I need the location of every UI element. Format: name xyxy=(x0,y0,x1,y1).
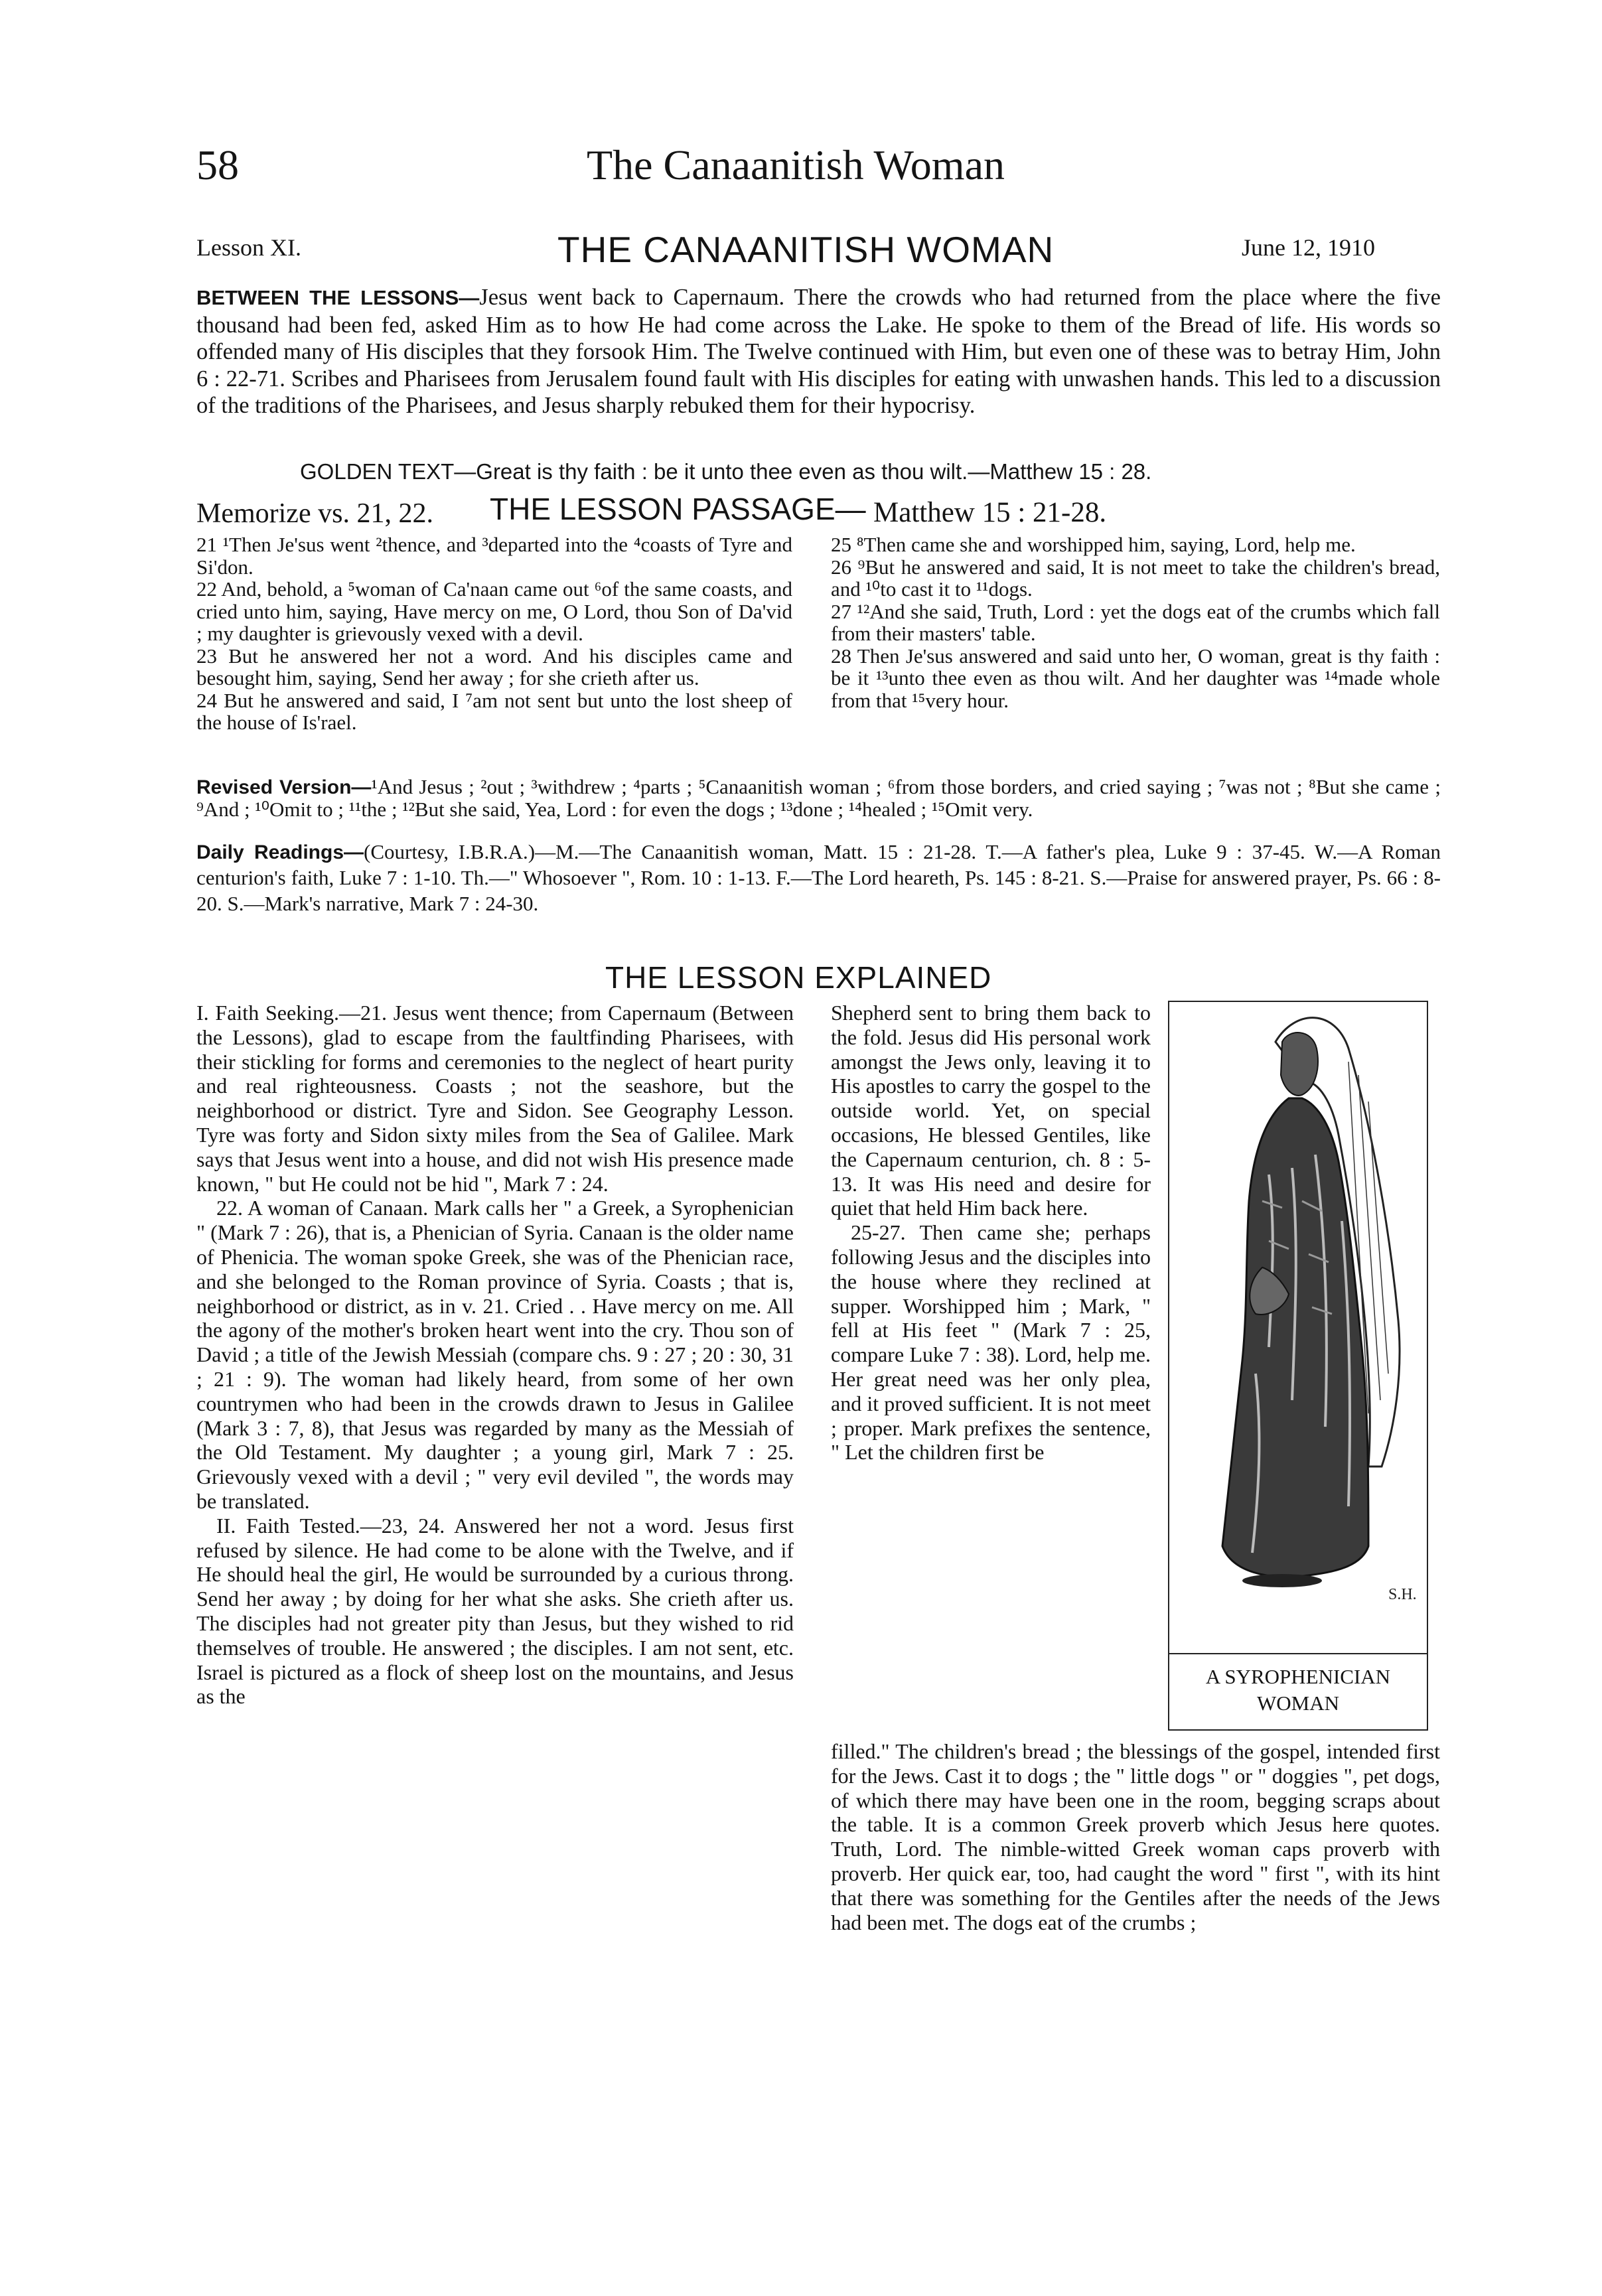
passage-left-column xyxy=(196,534,792,734)
passage-right-column xyxy=(831,534,1440,711)
verse-26: 26 ⁹But he answered and said, It is not meet to take the children's bread, and ¹⁰to cast it to ¹¹dogs. xyxy=(831,555,1440,601)
syrophenician-woman-illustration xyxy=(1169,1002,1426,1652)
lesson-explained-heading: THE LESSON EXPLAINED xyxy=(605,960,992,995)
daily-label: Daily Readings— xyxy=(196,841,364,863)
page-number: 58 xyxy=(196,141,239,188)
revised-text: ¹And Jesus ; ²out ; ³withdrew ; ⁴parts ; ⁵Canaanitish woman ; ⁶from those borders, and cried saying ; ⁷was not ; ⁸But she came ; ⁹And ; ¹⁰Omit to ; ¹¹the ; ¹²But she said, Yea, Lord : for even the dogs ; ¹³done ; ¹⁴healed ; ¹⁵Omit very. xyxy=(196,775,1441,821)
between-text: Jesus went back to Capernaum. There the crowds who had returned from the place where the five thousand had been fed, asked Him as to how He had come across the Lake. He spoke to them of the Bread of life. His words so offended many of His disciples that they forsook Him. The Twelve continued with Him, but even one of these was to betray Him, John 6 : 22-71. Scribes and Pharisees from Jerusalem found fault with His disciples for eating with unwashen hands. This led to a discussion of the traditions of the Pharisees, and Jesus sharply rebuked them for their hypocrisy. xyxy=(196,285,1441,418)
commentary-faith-seeking: I. Faith Seeking.—21. Jesus went thence; from Capernaum (Between the Lessons), glad to escape from the faultfinding Pharisees, with their stickling for forms and ceremonies to the neglect of heart purity and real righteousness. Coasts ; not the seashore, but the neighborhood or district. Tyre and Sidon. See Geography Lesson. Tyre was forty and Sidon sixty miles from the Sea of Galilee. Mark says that Jesus went into a house, and did not wish His presence made known, " but He could not be hid ", Mark 7 : 24. xyxy=(196,1001,794,1196)
passage-title: THE LESSON PASSAGE— xyxy=(490,492,866,526)
passage-reference: Matthew 15 : 21-28. xyxy=(873,497,1107,528)
verse-22: 22 And, behold, a ⁵woman of Ca'naan came out ⁶of the same coasts, and cried unto him, saying, Have mercy on me, O Lord, thou Son of Da'vid ; my daughter is grievously vexed with a devil. xyxy=(196,577,792,645)
memorize-note: Memorize vs. 21, 22. xyxy=(196,498,433,529)
commentary-then-came-she: 25-27. Then came she; perhaps following Jesus and the disciples into the house where they reclined at supper. Worshipped him ; Mark, " fell at His feet " (Mark 7 : 25, compare Luke 7 : 38). Lord, help me. Her great need was her only plea, and it proved sufficient. It is not meet ; proper. Mark prefixes the sentence, " Let the children first be xyxy=(831,1220,1151,1465)
between-the-lessons xyxy=(196,284,1441,419)
verse-24: 24 But he answered and said, I ⁷am not sent but unto the lost sheep of the house of Is'rael. xyxy=(196,688,792,734)
daily-readings xyxy=(196,839,1441,916)
commentary-right-narrow-column xyxy=(831,1001,1151,1465)
commentary-right-full-column: filled." The children's bread ; the blessings of the gospel, intended first for the Jews. Cast it to dogs ; the " little dogs " or " doggies ", pet dogs, of which there may have been one in the room, begging scraps about the table. It is a common Greek proverb which Jesus here quotes. Truth, Lord. The nimble-witted Greek woman caps proverb with proverb. Her quick ear, too, had caught the word " first ", with its hint that there was something for the Gentiles after the needs of the Jews had been met. The dogs eat of the crumbs ; xyxy=(831,1739,1440,1934)
illustration-frame xyxy=(1168,1001,1428,1731)
verse-27: 27 ¹²And she said, Truth, Lord : yet the dogs eat of the crumbs which fall from their masters' table. xyxy=(831,599,1440,645)
commentary-left-column xyxy=(196,1001,794,1709)
lesson-date: June 12, 1910 xyxy=(1242,234,1375,261)
commentary-shepherd: Shepherd sent to bring them back to the fold. Jesus did His personal work amongst the Jews only, leaving it to His apostles to carry the gospel to the outside world. Yet, on special occasions, He blessed Gentiles, like the Capernaum centurion, ch. 8 : 5-13. It was His need and desire for quiet that held Him back here. xyxy=(831,1001,1151,1220)
verse-21: 21 ¹Then Je'sus went ²thence, and ³departed into the ⁴coasts of Tyre and Si'don. xyxy=(196,533,792,579)
illustration-caption: A SYROPHENICIAN WOMAN xyxy=(1168,1653,1428,1731)
revised-label: Revised Version— xyxy=(196,776,372,798)
running-title: The Canaanitish Woman xyxy=(587,141,1005,188)
verse-23: 23 But he answered her not a word. And his disciples came and besought him, saying, Send her away ; for she crieth after us. xyxy=(196,644,792,689)
between-label: BETWEEN THE LESSONS— xyxy=(196,286,480,309)
commentary-woman-of-canaan: 22. A woman of Canaan. Mark calls her " a Greek, a Syrophenician " (Mark 7 : 26), that is, a Phenician of Syria. Canaan is the older name of Phenicia. The woman spoke Greek, she was of the Phenician race, and she belonged to the Roman province of Syria. Coasts ; that is, neighborhood or district, as in v. 21. Cried . . Have mercy on me. All the agony of the mother's broken heart went into the cry. Thou son of David ; a title of the Jewish Messiah (compare chs. 9 : 27 ; 20 : 30, 31 ; 21 : 9). The woman had likely heard, from some of her own countrymen who had been in the crowds drawn to Jesus in Galilee (Mark 3 : 7, 8), that Jesus was regarded by many as the Messiah of the Old Testament. My daughter ; a young girl, Mark 7 : 25. Grievously vexed with a devil ; " very evil deviled ", the words may be translated. xyxy=(196,1196,794,1513)
revised-version xyxy=(196,776,1441,820)
daily-text: (Courtesy, I.B.R.A.)—M.—The Canaanitish woman, Matt. 15 : 21-28. T.—A father's plea, Luke 9 : 37-45. W.—A Roman centurion's faith, Luke 7 : 1-10. Th.—" Whosoever ", Rom. 10 : 1-13. F.—The Lord heareth, Ps. 145 : 8-21. S.—Praise for answered prayer, Ps. 66 : 8-20. S.—Mark's narrative, Mark 7 : 24-30. xyxy=(196,840,1441,915)
artist-mark: S.H. xyxy=(1388,1586,1417,1603)
verse-28: 28 Then Je'sus answered and said unto her, O woman, great is thy faith : be it ¹³unto thee even as thou wilt. And her daughter was ¹⁴made whole from that ¹⁵very hour. xyxy=(831,644,1440,712)
verse-25: 25 ⁸Then came she and worshipped him, saying, Lord, help me. xyxy=(831,533,1356,556)
lesson-number: Lesson XI. xyxy=(196,234,301,261)
golden-text: GOLDEN TEXT—Great is thy faith : be it unto thee even as thou wilt.—Matthew 15 : 28. xyxy=(300,459,1152,484)
commentary-faith-tested: II. Faith Tested.—23, 24. Answered her not a word. Jesus first refused by silence. He had come to be alone with the Twelve, and if He should heal the girl, He would be surrounded by a curious throng. Send her away ; by doing for her what she asks. She crieth after us. The disciples had not greater pity than Jesus, but they wished to rid themselves of trouble. He answered ; the disciples. I am not sent, etc. Israel is pictured as a flock of sheep lost on the mountains, and Jesus as the xyxy=(196,1513,794,1709)
lesson-title: THE CANAANITISH WOMAN xyxy=(557,229,1055,270)
